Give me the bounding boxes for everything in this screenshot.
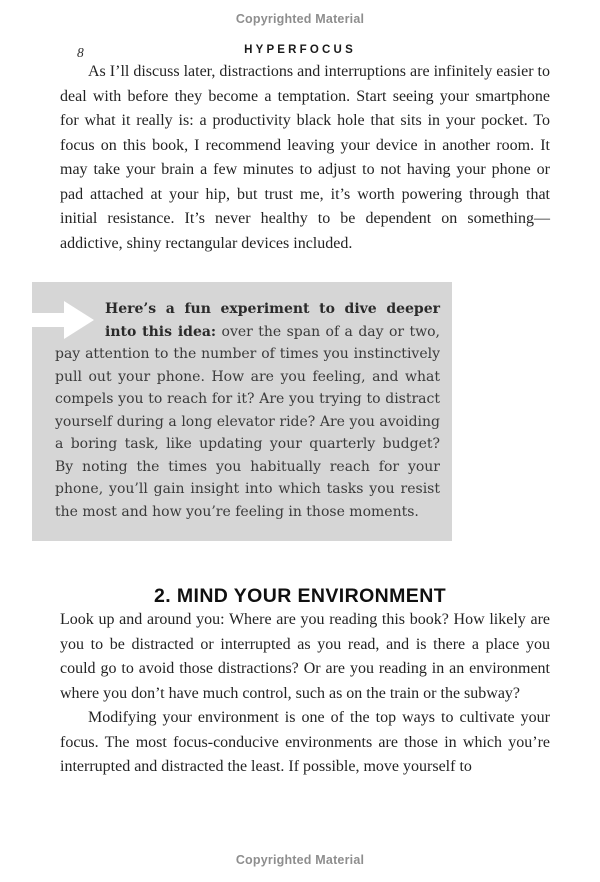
- callout-lead-text: Here’s a fun experiment to dive deeper into this idea:: [105, 301, 440, 340]
- body-paragraph-1: As I’ll discuss later, distractions and interruptions are infinitely easier to deal with before they become a temptation. Start seeing your smartphone for what it really is: a productivity black hole that sits in your pocket. To focus on this book, I recommend leaving your device in another room. It may take your brain a few minutes to adjust to not having your phone or pad attached at your hip, but trust me, it’s worth powering through that initial resistance. It’s never healthy to be dependent on something—addictive, shiny rectangular devices included.: [60, 63, 550, 252]
- callout-box: [32, 282, 452, 541]
- body-text-column-lower: [60, 608, 550, 780]
- page-header: [0, 44, 600, 60]
- running-header-title: HYPERFOCUS: [244, 44, 356, 56]
- page-number: 8: [77, 45, 84, 60]
- callout-body-text: over the span of a day or two, pay attention to the number of times you instinctively pull out your phone. How are you feeling, and what compels you to reach for it? Are you trying to distract yourself during a long elevator ride? Are you avoiding a boring task, like updating your quarterly budget? By noting the times you habitually reach for your phone, you’ll gain insight into which tasks you resist the most and how you’re feeling in those moments.: [55, 323, 440, 520]
- arrow-right-icon: [55, 298, 105, 343]
- copyright-notice-bottom: Copyrighted Material: [235, 853, 365, 867]
- body-paragraph-2: Look up and around you: Where are you reading this book? How likely are you to be distracted or interrupted as you read, and is there a place you could go to avoid those distractions? Or are you reading in an environment where you don’t have much control, such as on the train or the subway?: [60, 611, 550, 702]
- section-heading: 2. MIND YOUR ENVIRONMENT: [153, 585, 447, 607]
- body-paragraph-3: Modifying your environment is one of the top ways to cultivate your focus. The most focus-conducive environments are those in which you’re interrupted and distracted the least. If possible, move yourself to: [60, 709, 550, 775]
- copyright-notice-top: Copyrighted Material: [235, 12, 365, 26]
- body-text-column: [60, 60, 550, 256]
